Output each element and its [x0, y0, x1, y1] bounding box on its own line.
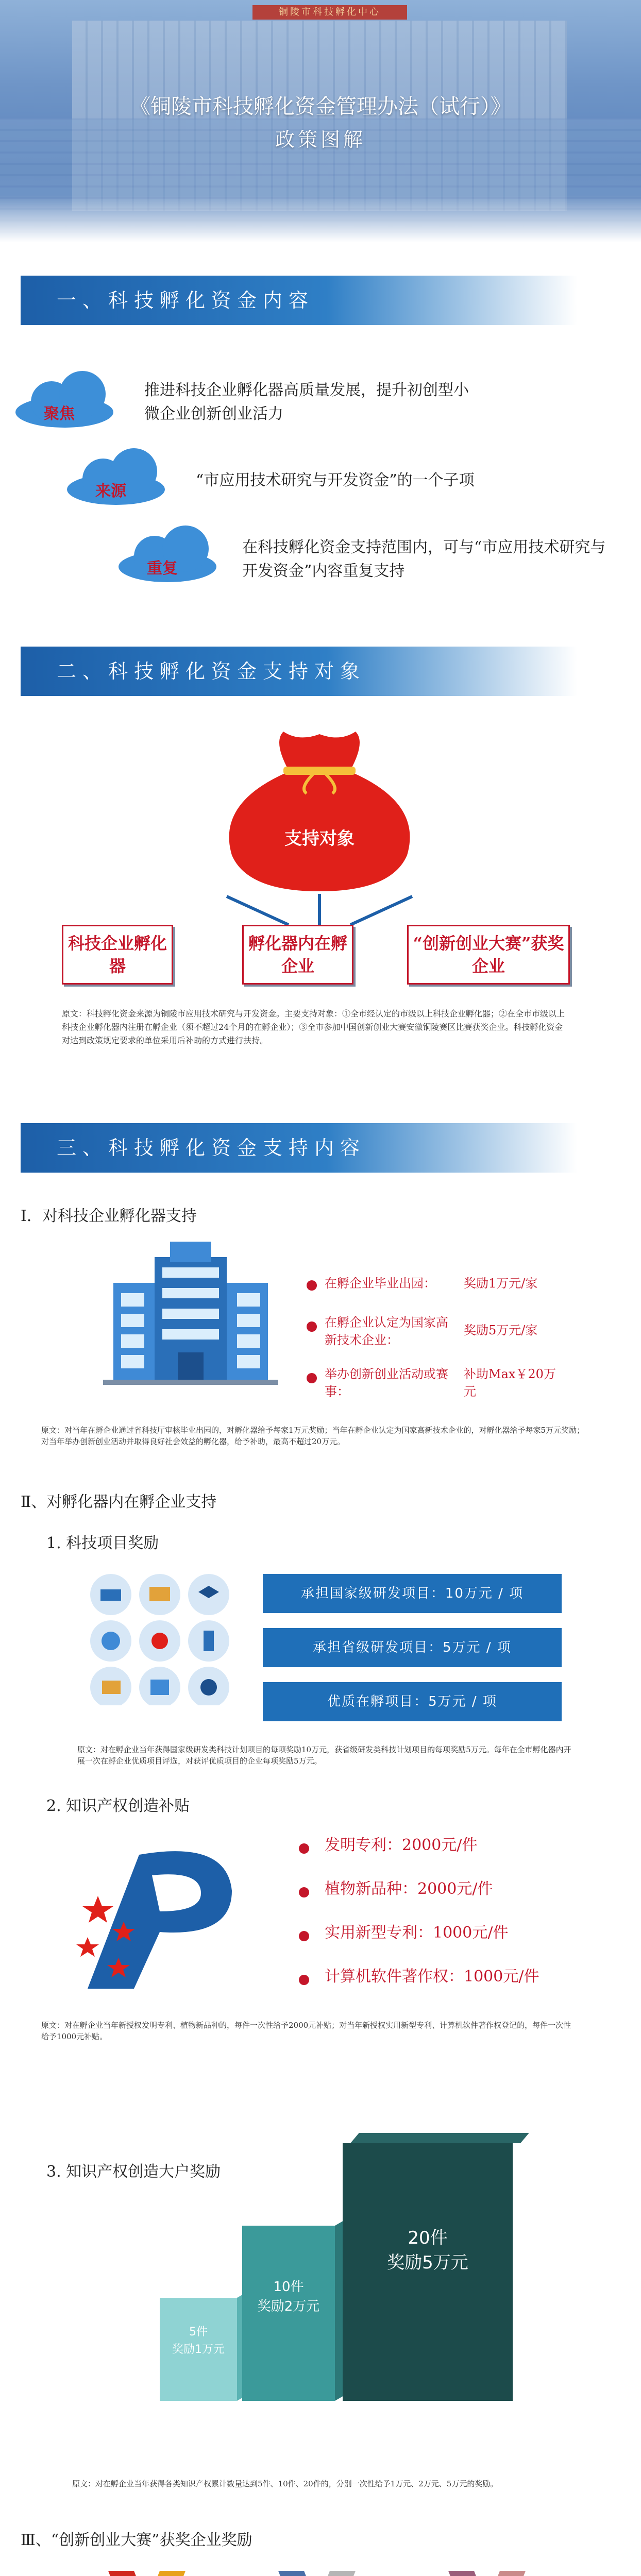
cloud-tag-1: [15, 371, 113, 428]
section1-banner: [21, 276, 577, 325]
section2-heading: 二、科技孵化资金支持对象: [57, 660, 366, 683]
tag-source: 来源: [95, 482, 126, 500]
ip-row-plant: 植物新品种：2000元/件: [325, 1880, 493, 1898]
reward-provincial-project: 承担省级研发项目：5万元 / 项: [263, 1628, 562, 1667]
cloud-tag-2: [67, 448, 165, 505]
bullet: [307, 1373, 317, 1383]
bag-label: 支持对象: [284, 828, 355, 849]
sub2-note: 原文：对在孵企业当年新授权发明专利、植物新品种的，每件一次性给予2000元补贴；对当年新授权实用新型专利、计算机软件著作权登记的，每件一次性给予1000元补贴。: [41, 2021, 571, 2041]
ip-row-invention: 发明专利：2000元/件: [325, 1836, 478, 1854]
bronze-medal-icon: [428, 2571, 546, 2576]
research-icons: [88, 1571, 242, 1705]
target-box-enterprise: 孵化器内在孵企业: [242, 925, 353, 985]
part1-note: 原文：对当年在孵企业通过省科技厅审核毕业出园的，对孵化器给予每家1万元奖励；当年在孵企业认定为国家高新技术企业的，对孵化器给予每家5万元奖励；对当年举办创新创业活动并取得良好社会效益的孵化器，给予补助，最高不超过20万元。: [41, 1426, 585, 1446]
ip-row-utility: 实用新型专利：1000元/件: [325, 1924, 509, 1942]
part1-title: Ⅰ．对科技企业孵化器支持: [21, 1207, 197, 1225]
section3-banner: [21, 1123, 577, 1173]
bullet: [299, 1843, 309, 1854]
sub3-title: 3. 知识产权创造大户奖励: [46, 2163, 221, 2181]
bar-5-label: [160, 2324, 237, 2359]
target-box-incubator: 科技企业孵化器: [62, 925, 173, 985]
bullet: [299, 1975, 309, 1985]
gold-medal-icon: [88, 2571, 206, 2576]
sub1-title: 1. 科技项目奖励: [46, 1534, 159, 1552]
bullet: [299, 1931, 309, 1941]
part1-row1-value: 奖励1万元/家: [464, 1276, 538, 1291]
header-fade: [0, 196, 641, 242]
bar-5-count: 5件: [189, 2326, 208, 2338]
bar-20-label: [343, 2226, 513, 2275]
silver-medal-icon: [258, 2571, 376, 2576]
tag-repeat: 重复: [147, 560, 178, 578]
bullet: [307, 1280, 317, 1291]
bullet: [299, 1887, 309, 1897]
bar-10-reward: 奖励2万元: [257, 2299, 320, 2314]
bar-5-reward: 奖励1万元: [172, 2343, 225, 2356]
sub2-title: 2. 知识产权创造补贴: [46, 1797, 190, 1815]
page-title: 《铜陵市科技孵化资金管理办法（试行）》: [130, 95, 511, 118]
bar-20-top: [350, 2133, 529, 2143]
bullet: [307, 1321, 317, 1332]
tag-focus: 聚焦: [44, 405, 75, 423]
header-banner: [0, 0, 641, 242]
target-box-winner: “创新创业大赛”获奖企业: [407, 925, 570, 985]
part2-title: Ⅱ、对孵化器内在孵企业支持: [21, 1493, 217, 1511]
ip-row-software: 计算机软件著作权：1000元/件: [325, 1968, 539, 1986]
item-repeat-text: 在科技孵化资金支持范围内，可与“市应用技术研究与开发资金”内容重复支持: [242, 538, 606, 580]
section2-note: 原文：科技孵化资金来源为铜陵市应用技术研究与开发资金。主要支持对象：①全市经认定的市级以上科技企业孵化器；②在全市市级以上科技企业孵化器内注册在孵企业（须不超过24个月的在孵企业）；③全市参加中国创新创业大赛安徽铜陵赛区比赛获奖企业。科技孵化资金对达到政策规定要求的单位采用后补助的方式进行扶持。: [62, 1009, 565, 1045]
part1-row3-value: 补助Max￥20万元: [464, 1367, 556, 1399]
section2-banner: [21, 647, 577, 696]
building-sign: 铜陵市科技孵化中心: [252, 5, 407, 20]
reward-quality-project: 优质在孵项目：5万元 / 项: [263, 1682, 562, 1721]
bar-20-count: 20件: [408, 2228, 448, 2248]
building-icon: [103, 1236, 278, 1386]
part3-title: Ⅲ、“创新创业大赛”获奖企业奖励: [21, 2531, 252, 2549]
ip-logo-icon: [57, 1834, 263, 1999]
bar-10-label: [242, 2277, 335, 2316]
sub1-note: 原文：对在孵企业当年获得国家级研发类科技计划项目的每项奖励10万元，获省级研发类科技计划项目的每项奖励5万元。每年在全市孵化器内开展一次在孵企业优质项目评选，对获评优质项目的企业每项奖励5万元。: [77, 1745, 571, 1766]
bar-20-reward: 奖励5万元: [387, 2252, 468, 2273]
part1-row1-label: 在孵企业毕业出园：: [325, 1276, 436, 1291]
page-subtitle: 政策图解: [275, 128, 366, 151]
sub3-note: 原文：对在孵企业当年获得各类知识产权累计数量达到5件、10件、20件的，分别一次性给予1万元、2万元、5万元的奖励。: [72, 2479, 498, 2488]
reward-national-project: 承担国家级研发项目：10万元 / 项: [263, 1574, 562, 1613]
part1-row2-label: 在孵企业认定为国家高新技术企业：: [325, 1315, 448, 1347]
cloud-tag-3: [119, 526, 216, 582]
item-source-text: “市应用技术研究与开发资金”的一个子项: [196, 471, 475, 489]
section3-heading: 三、科技孵化资金支持内容: [57, 1137, 366, 1159]
item-focus-text: 推进科技企业孵化器高质量发展，提升初创型小微企业创新创业活力: [144, 381, 469, 423]
part1-row3-label: 举办创新创业活动或赛事：: [325, 1367, 448, 1399]
bar-10-count: 10件: [273, 2279, 304, 2295]
section1-heading: 一、科技孵化资金内容: [57, 289, 315, 312]
part1-row2-value: 奖励5万元/家: [464, 1323, 538, 1337]
